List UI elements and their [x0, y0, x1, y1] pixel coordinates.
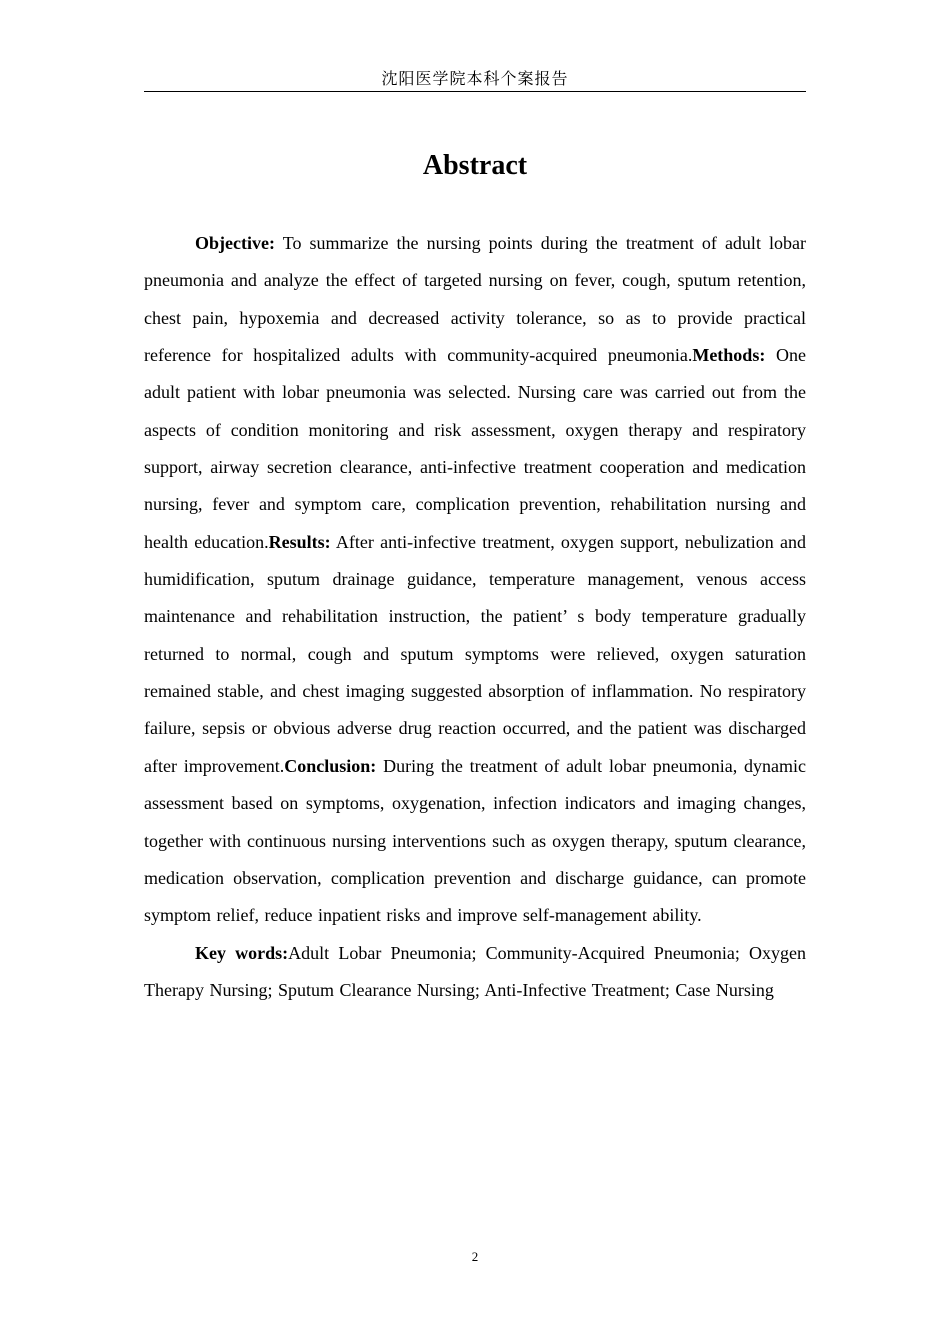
keywords-label: Key words: [195, 942, 289, 963]
objective-label: Objective: [195, 233, 275, 253]
results-text: After anti-infective treatment, oxygen support, nebulization and humidification, sputum drainage guidance, temperature management, venous access maintenance and rehabilitation instruction, the patient’ s body temperature gradually returned to normal, cough and sputum symptoms were relieved, oxygen saturation remained stable, and chest imaging suggested absorption of inflammation. No respiratory failure, sepsis or obvious adverse drug reaction occurred, and the patient was discharged after improvement. [144, 531, 806, 776]
results-label: Results: [268, 531, 331, 552]
methods-text: One adult patient with lobar pneumonia was selected. Nursing care was carried out from the aspects of condition monitoring and risk assessment, oxygen therapy and respiratory support, airway secretion clearance, anti-infective treatment cooperation and medication nursing, fever and symptom care, complication prevention, rehabilitation nursing and health education. [144, 345, 806, 552]
objective-text: To summarize the nursing points during the treatment of adult lobar pneumonia and analyze the effect of targeted nursing on fever, cough, sputum retention, chest pain, hypoxemia and decreased activity tolerance, so as to provide practical reference for hospitalized adults with community-acquired pneumonia. [144, 233, 806, 366]
methods-label: Methods: [692, 345, 766, 366]
page-number: 2 [471, 1249, 479, 1264]
keywords-text: Adult Lobar Pneumonia; Community-Acquired Pneumonia; Oxygen Therapy Nursing; Sputum Clearance Nursing; Anti-Infective Treatment; Case Nursing [144, 942, 806, 1000]
keywords-paragraph [144, 935, 806, 1010]
conclusion-label: Conclusion: [284, 755, 377, 776]
header-divider [144, 91, 806, 92]
conclusion-text: During the treatment of adult lobar pneumonia, dynamic assessment based on symptoms, oxygenation, infection indicators and imaging changes, together with continuous nursing interventions such as oxygen therapy, sputum clearance, medication observation, complication prevention and discharge guidance, can promote symptom relief, reduce inpatient risks and improve self-management ability. [144, 755, 806, 926]
abstract-title: Abstract [422, 150, 528, 181]
page-header: 沈阳医学院本科个案报告 [381, 69, 569, 88]
abstract-body [144, 225, 806, 1009]
abstract-paragraph [144, 225, 806, 935]
